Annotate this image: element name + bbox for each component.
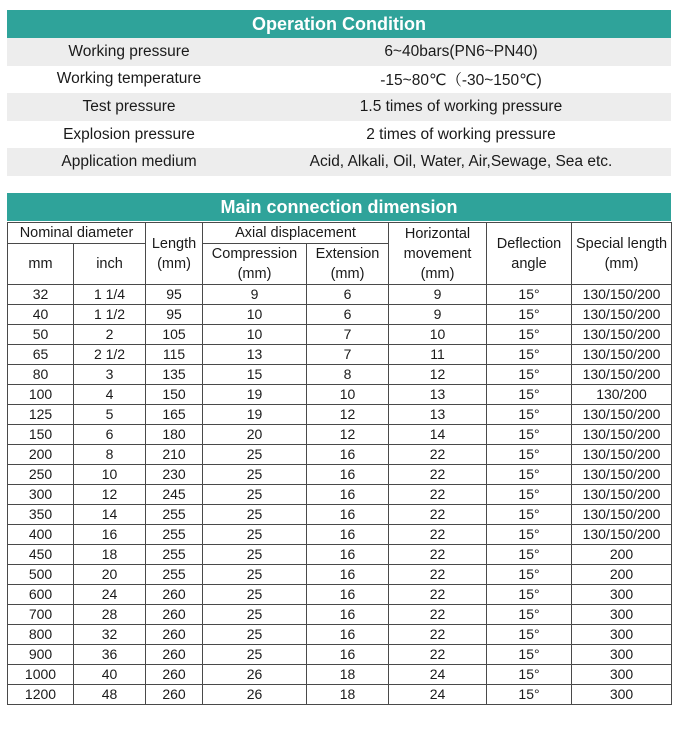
extension-cell: 12 [307,405,389,425]
mm-cell: 500 [8,565,74,585]
extension-cell: 16 [307,485,389,505]
table-row [8,345,672,365]
horizontal-cell: 13 [389,405,487,425]
compression-header: Compression (mm) [203,244,307,285]
mm-cell: 1200 [8,685,74,705]
deflection-cell: 15° [487,365,572,385]
mm-cell: 50 [8,325,74,345]
extension-cell: 16 [307,505,389,525]
table-row [8,305,672,325]
horizontal-cell: 10 [389,325,487,345]
inch-cell: 48 [74,685,146,705]
inch-cell: 1 1/2 [74,305,146,325]
compression-cell: 25 [203,525,307,545]
length-cell: 165 [146,405,203,425]
inch-cell: 5 [74,405,146,425]
deflection-cell: 15° [487,525,572,545]
table-row [7,121,671,149]
mm-header: mm [8,244,74,285]
horizontal-cell: 24 [389,685,487,705]
extension-cell: 10 [307,385,389,405]
length-cell: 150 [146,385,203,405]
compression-cell: 25 [203,565,307,585]
horizontal-cell: 22 [389,545,487,565]
mm-cell: 600 [8,585,74,605]
table-row [8,605,672,625]
extension-cell: 16 [307,565,389,585]
compression-cell: 15 [203,365,307,385]
table-row [7,66,671,94]
extension-cell: 18 [307,685,389,705]
deflection-cell: 15° [487,445,572,465]
extension-cell: 16 [307,465,389,485]
deflection-cell: 15° [487,505,572,525]
condition-value: 6~40bars(PN6~PN40) [251,38,671,66]
extension-cell: 8 [307,365,389,385]
condition-label: Application medium [7,148,251,176]
horizontal-cell: 22 [389,625,487,645]
compression-cell: 25 [203,485,307,505]
deflection-cell: 15° [487,465,572,485]
length-header: Length (mm) [146,223,203,285]
inch-cell: 28 [74,605,146,625]
deflection-angle-header: Deflection angle [487,223,572,285]
mm-cell: 450 [8,545,74,565]
mm-cell: 300 [8,485,74,505]
horizontal-cell: 22 [389,525,487,545]
length-cell: 255 [146,525,203,545]
table-row [8,585,672,605]
table-row [8,625,672,645]
mm-cell: 400 [8,525,74,545]
inch-cell: 20 [74,565,146,585]
special-length-cell: 130/150/200 [572,425,672,445]
special-length-cell: 130/150/200 [572,445,672,465]
mm-cell: 65 [8,345,74,365]
special-length-cell: 130/200 [572,385,672,405]
length-cell: 180 [146,425,203,445]
inch-cell: 1 1/4 [74,285,146,305]
table-row [8,425,672,445]
length-cell: 245 [146,485,203,505]
length-cell: 95 [146,285,203,305]
table-row [8,485,672,505]
mm-cell: 700 [8,605,74,625]
compression-cell: 25 [203,445,307,465]
operation-condition-table [7,38,671,176]
extension-cell: 7 [307,345,389,365]
inch-cell: 2 [74,325,146,345]
special-length-cell: 300 [572,605,672,625]
inch-cell: 16 [74,525,146,545]
inch-cell: 6 [74,425,146,445]
condition-label: Working temperature [7,66,251,94]
deflection-cell: 15° [487,285,572,305]
compression-cell: 20 [203,425,307,445]
mm-cell: 900 [8,645,74,665]
deflection-cell: 15° [487,385,572,405]
extension-header: Extension (mm) [307,244,389,285]
mm-cell: 350 [8,505,74,525]
inch-cell: 18 [74,545,146,565]
length-cell: 135 [146,365,203,385]
condition-label: Explosion pressure [7,121,251,149]
table-row [8,505,672,525]
table-row [8,685,672,705]
special-length-cell: 130/150/200 [572,465,672,485]
inch-cell: 40 [74,665,146,685]
table-row [8,545,672,565]
deflection-cell: 15° [487,585,572,605]
special-length-cell: 130/150/200 [572,305,672,325]
special-length-cell: 130/150/200 [572,285,672,305]
special-length-cell: 300 [572,665,672,685]
condition-value: 1.5 times of working pressure [251,93,671,121]
extension-cell: 12 [307,425,389,445]
length-cell: 105 [146,325,203,345]
deflection-cell: 15° [487,545,572,565]
length-cell: 210 [146,445,203,465]
deflection-cell: 15° [487,565,572,585]
deflection-cell: 15° [487,485,572,505]
table-row [8,465,672,485]
inch-header: inch [74,244,146,285]
mm-cell: 125 [8,405,74,425]
special-length-cell: 200 [572,545,672,565]
length-cell: 255 [146,505,203,525]
extension-cell: 16 [307,625,389,645]
special-length-cell: 300 [572,645,672,665]
extension-cell: 7 [307,325,389,345]
condition-value: -15~80℃（-30~150℃) [251,66,671,94]
horizontal-cell: 22 [389,485,487,505]
length-cell: 260 [146,665,203,685]
special-length-header: Special length (mm) [572,223,672,285]
length-cell: 255 [146,545,203,565]
nominal-diameter-header: Nominal diameter [8,223,146,244]
deflection-cell: 15° [487,665,572,685]
inch-cell: 3 [74,365,146,385]
compression-cell: 19 [203,405,307,425]
inch-cell: 8 [74,445,146,465]
compression-cell: 9 [203,285,307,305]
inch-cell: 12 [74,485,146,505]
horizontal-cell: 22 [389,645,487,665]
horizontal-cell: 9 [389,285,487,305]
dimension-rows [8,285,672,705]
table-row [8,385,672,405]
table-row [8,645,672,665]
table-row [8,405,672,425]
table-row [8,565,672,585]
length-cell: 260 [146,605,203,625]
extension-cell: 6 [307,305,389,325]
axial-displacement-header: Axial displacement [203,223,389,244]
table-row [8,665,672,685]
horizontal-cell: 22 [389,565,487,585]
extension-cell: 16 [307,525,389,545]
inch-cell: 36 [74,645,146,665]
extension-cell: 16 [307,645,389,665]
table-row [8,445,672,465]
horizontal-cell: 9 [389,305,487,325]
table-row [8,525,672,545]
special-length-cell: 300 [572,625,672,645]
compression-cell: 25 [203,505,307,525]
compression-cell: 25 [203,585,307,605]
inch-cell: 2 1/2 [74,345,146,365]
mm-cell: 80 [8,365,74,385]
table-row [7,38,671,66]
compression-cell: 13 [203,345,307,365]
horizontal-cell: 22 [389,465,487,485]
horizontal-cell: 22 [389,505,487,525]
table-row [7,148,671,176]
connection-dimension-title: Main connection dimension [7,193,671,221]
length-cell: 260 [146,685,203,705]
length-cell: 115 [146,345,203,365]
special-length-cell: 130/150/200 [572,325,672,345]
horizontal-cell: 12 [389,365,487,385]
mm-cell: 100 [8,385,74,405]
inch-cell: 4 [74,385,146,405]
length-cell: 260 [146,645,203,665]
special-length-cell: 130/150/200 [572,405,672,425]
extension-cell: 16 [307,605,389,625]
compression-cell: 26 [203,685,307,705]
extension-cell: 18 [307,665,389,685]
compression-cell: 19 [203,385,307,405]
inch-cell: 10 [74,465,146,485]
deflection-cell: 15° [487,405,572,425]
length-cell: 260 [146,625,203,645]
condition-value: Acid, Alkali, Oil, Water, Air,Sewage, Sea etc. [251,148,671,176]
special-length-cell: 130/150/200 [572,345,672,365]
condition-label: Working pressure [7,38,251,66]
special-length-cell: 130/150/200 [572,525,672,545]
horizontal-cell: 13 [389,385,487,405]
length-cell: 255 [146,565,203,585]
table-row [7,93,671,121]
special-length-cell: 130/150/200 [572,365,672,385]
length-cell: 230 [146,465,203,485]
mm-cell: 800 [8,625,74,645]
compression-cell: 10 [203,305,307,325]
deflection-cell: 15° [487,345,572,365]
mm-cell: 150 [8,425,74,445]
operation-condition-title: Operation Condition [7,10,671,38]
special-length-cell: 130/150/200 [572,485,672,505]
horizontal-cell: 14 [389,425,487,445]
deflection-cell: 15° [487,325,572,345]
length-cell: 260 [146,585,203,605]
horizontal-cell: 22 [389,445,487,465]
mm-cell: 32 [8,285,74,305]
condition-label: Test pressure [7,93,251,121]
compression-cell: 26 [203,665,307,685]
horizontal-cell: 22 [389,605,487,625]
compression-cell: 25 [203,545,307,565]
table-row [8,285,672,305]
mm-cell: 200 [8,445,74,465]
deflection-cell: 15° [487,425,572,445]
horizontal-cell: 22 [389,585,487,605]
deflection-cell: 15° [487,685,572,705]
condition-value: 2 times of working pressure [251,121,671,149]
connection-dimension-table [7,222,672,705]
table-row [8,325,672,345]
compression-cell: 25 [203,465,307,485]
inch-cell: 24 [74,585,146,605]
horizontal-cell: 24 [389,665,487,685]
extension-cell: 16 [307,445,389,465]
compression-cell: 10 [203,325,307,345]
horizontal-movement-header: Horizontal movement (mm) [389,223,487,285]
special-length-cell: 130/150/200 [572,505,672,525]
extension-cell: 6 [307,285,389,305]
inch-cell: 32 [74,625,146,645]
extension-cell: 16 [307,545,389,565]
deflection-cell: 15° [487,305,572,325]
length-cell: 95 [146,305,203,325]
inch-cell: 14 [74,505,146,525]
extension-cell: 16 [307,585,389,605]
deflection-cell: 15° [487,625,572,645]
special-length-cell: 300 [572,585,672,605]
mm-cell: 250 [8,465,74,485]
mm-cell: 40 [8,305,74,325]
compression-cell: 25 [203,645,307,665]
compression-cell: 25 [203,625,307,645]
horizontal-cell: 11 [389,345,487,365]
special-length-cell: 300 [572,685,672,705]
deflection-cell: 15° [487,605,572,625]
special-length-cell: 200 [572,565,672,585]
deflection-cell: 15° [487,645,572,665]
mm-cell: 1000 [8,665,74,685]
compression-cell: 25 [203,605,307,625]
table-row [8,365,672,385]
